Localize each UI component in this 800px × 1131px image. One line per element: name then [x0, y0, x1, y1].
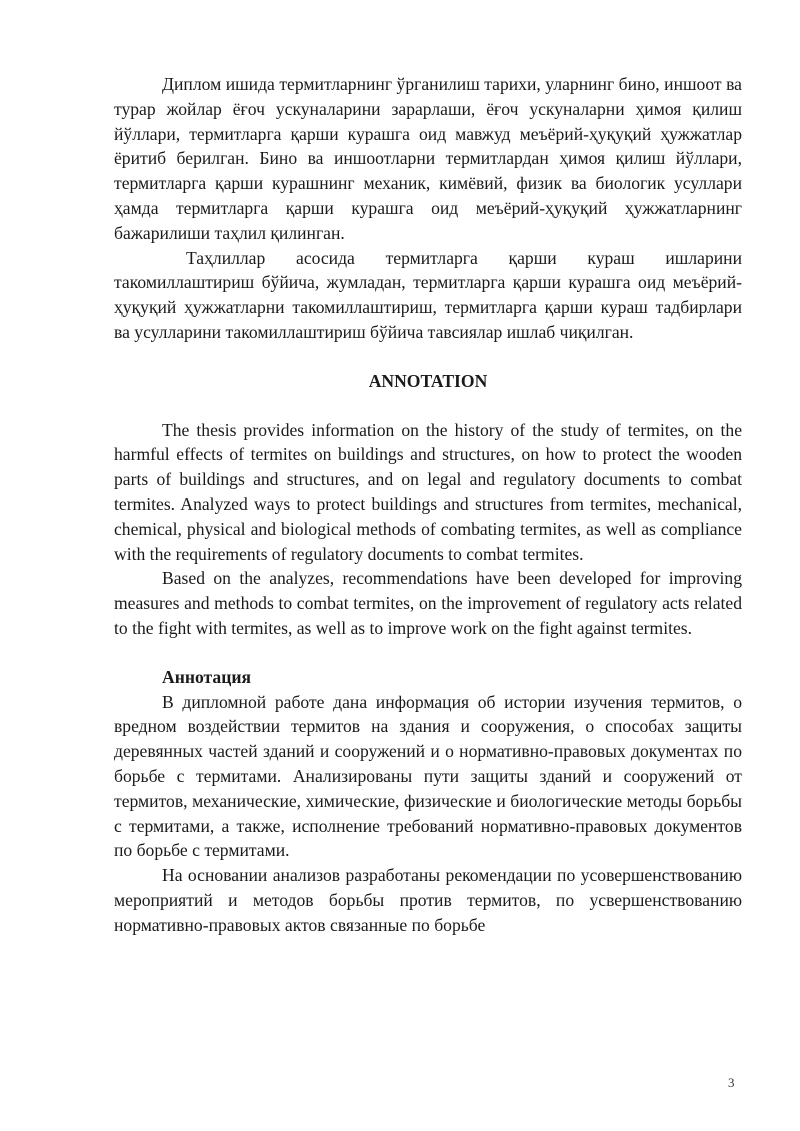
uzbek-paragraph-2: Таҳлиллар асосида термитларга қарши кураш ишларини такомиллаштириш бўйича, жумладан, термитларга қарши курашга оид меъёрий-ҳуқуқий ҳужжатларни такомиллаштириш, термитларга қарши кураш тадбирлари ва усулларини такомиллаштириш бўйича тавсиялар ишлаб чиқилган.	[114, 247, 742, 342]
document-page	[114, 72, 742, 938]
annotation-heading-russian: Аннотация	[162, 666, 251, 687]
uzbek-paragraph-1: Диплом ишида термитларнинг ўрганилиш тарихи, уларнинг бино, иншоот ва турар жойлар ёғоч ускуналарини зарарлаши, ёғоч ускуналарни ҳимоя қилиш йўллари, термитларга қарши курашга оид мавжуд меъёрий-ҳуқуқий ҳужжатлар ёритиб берилган. Бино ва иншоотларни термитлардан ҳимоя қилиш йўллари, термитларга қарши курашнинг механик, кимёвий, физик ва биологик усуллари ҳамда термитларга қарши курашга оид меъёрий-ҳуқуқий ҳужжатларнинг бажарилиши таҳлил қилинган.	[114, 74, 742, 243]
page-number: 3	[728, 1075, 735, 1090]
russian-paragraph-2: На основании анализов разработаны рекомендации по усовершенствованию мероприятий и методов борьбы против термитов, по усвершенствованию нормативно-правовых актов связанные по борьбе	[114, 865, 742, 935]
russian-paragraph-1: В дипломной работе дана информация об истории изучения термитов, о вредном воздействии термитов на здания и сооружения, о способах защиты деревянных частей зданий и сооружений и о нормативно-правовых документах по борьбе с термитами. Анализированы пути защиты зданий и сооружений от термитов, механические, химические, физические и биологические методы борьбы с термитами, а также, исполнение требований нормативно-правовых документов по борьбе с термитами.	[114, 691, 742, 861]
annotation-heading-english: ANNOTATION	[368, 370, 488, 391]
english-paragraph-2: Based on the analyzes, recommendations have been developed for improving measures and methods to combat termites, on the improvement of regulatory acts related to the fight with termites, as well as to improve work on the fight against termites.	[114, 568, 742, 638]
english-paragraph-1: The thesis provides information on the history of the study of termites, on the harmful effects of termites on buildings and structures, on how to protect the wooden parts of buildings and structures, and on legal and regulatory documents to combat termites. Analyzed ways to protect buildings and structures from termites, mechanical, chemical, physical and biological methods of combating termites, as well as compliance with the requirements of regulatory documents to combat termites.	[114, 419, 742, 564]
